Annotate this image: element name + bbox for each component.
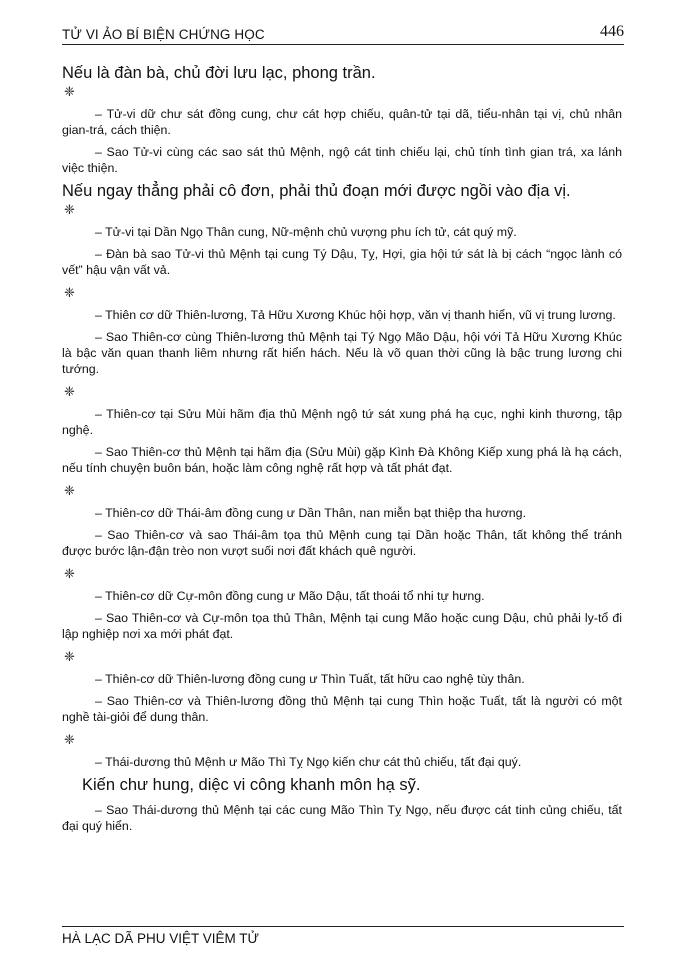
paragraph: – Thiên-cơ dữ Thái-âm đồng cung ư Dần Thân, nan miễn bạt thiệp tha hương. (95, 506, 527, 520)
book-title: TỬ VI ẢO BÍ BIỆN CHỨNG HỌC (62, 27, 265, 42)
page-footer (62, 926, 624, 946)
ornament-mark: ❈ (64, 202, 75, 217)
ornament-mark: ❈ (64, 566, 75, 581)
ornament-mark: ❈ (64, 384, 75, 399)
ornament-mark: ❈ (64, 285, 75, 300)
page-header (62, 22, 624, 45)
paragraph: – Sao Tử-vi cùng các sao sát thủ Mệnh, ngộ cát tinh chiếu lại, chủ tính tình gian trá, xa lánh việc thiện. (62, 145, 622, 175)
paragraph: – Sao Thái-dương thủ Mệnh tại các cung Mão Thìn Tỵ Ngọ, nếu được cát tinh củng chiếu, tất đại quý hiển. (62, 803, 622, 833)
section-heading: Nếu là đàn bà, chủ đời lưu lạc, phong trần. (62, 64, 376, 82)
paragraph: – Sao Thiên-cơ thủ Mệnh tại hãm địa (Sửu Mùi) gặp Kình Đà Không Kiếp xung phá là hạ cách, nếu tính chuyện buôn bán, hoặc làm công nghệ rất hợp và tất phát đạt. (62, 445, 622, 475)
paragraph: – Sao Thiên-cơ và sao Thái-âm tọa thủ Mệnh cung tại Dần hoặc Thân, tất không thể tránh được bước lận-đận trèo non vượt suối nơi đất khách quê người. (62, 528, 622, 558)
section-heading: Kiến chư hung, diệc vi công khanh môn hạ sỹ. (82, 776, 421, 794)
paragraph: – Tử-vi tại Dần Ngọ Thân cung, Nữ-mệnh chủ vượng phu ích tử, cát quý mỹ. (95, 225, 517, 239)
paragraph: – Thiên-cơ dữ Cự-môn đồng cung ư Mão Dậu, tất thoái tổ nhi tự hưng. (95, 589, 485, 603)
paragraph: – Thái-dương thủ Mệnh ư Mão Thì Tỵ Ngọ kiến chư cát thủ chiếu, tất đại quý. (95, 755, 522, 769)
paragraph: – Tử-vi dữ chư sát đồng cung, chư cát hợp chiếu, quân-tử tại dã, tiểu-nhân tại vị, chủ nhân gian-trá, cách thiện. (62, 107, 622, 137)
paragraph: – Thiên cơ dữ Thiên-lương, Tả Hữu Xương Khúc hội hợp, văn vị thanh hiển, vũ vị trung lương. (95, 308, 616, 322)
page-body (62, 62, 622, 834)
paragraph: – Sao Thiên-cơ cùng Thiên-lương thủ Mệnh tại Tý Ngọ Mão Dậu, hội với Tả Hữu Xương Khúc là bậc văn quan thanh liêm nhưng rất hiển hách. Nếu là võ quan thời cũng là bậc trung lương chi tướng. (62, 330, 622, 376)
author-line: HÀ LẠC DÃ PHU VIỆT VIÊM TỬ (62, 931, 260, 946)
ornament-mark: ❈ (64, 649, 75, 664)
ornament-mark: ❈ (64, 732, 75, 747)
paragraph: – Thiên-cơ tại Sửu Mùi hãm địa thủ Mệnh ngộ tứ sát xung phá hạ cục, nghi kinh thương, tập nghệ. (62, 407, 622, 437)
paragraph: – Sao Thiên-cơ và Thiên-lương đồng thủ Mệnh tại cung Thìn hoặc Tuất, tất là người có một nghề tài-giỏi để dung thân. (62, 694, 622, 724)
section-heading: Nếu ngay thẳng phải cô đơn, phải thủ đoạn mới được ngồi vào địa vị. (62, 182, 571, 200)
paragraph: – Sao Thiên-cơ và Cự-môn tọa thủ Thân, Mệnh tại cung Mão hoặc cung Dậu, chủ phải ly-tổ đi lập nghiệp nơi xa mới phát đạt. (62, 611, 622, 641)
page-number: 446 (600, 23, 624, 40)
paragraph: – Đàn bà sao Tử-vi thủ Mệnh tại cung Tý Dậu, Tỵ, Hợi, gia hội tứ sát là bị cách “ngọc lành có vết” hậu vận vất vả. (62, 247, 622, 277)
paragraph: – Thiên-cơ dữ Thiên-lương đồng cung ư Thìn Tuất, tất hữu cao nghệ tùy thân. (95, 672, 525, 686)
ornament-mark: ❈ (64, 483, 75, 498)
ornament-mark: ❈ (64, 84, 75, 99)
